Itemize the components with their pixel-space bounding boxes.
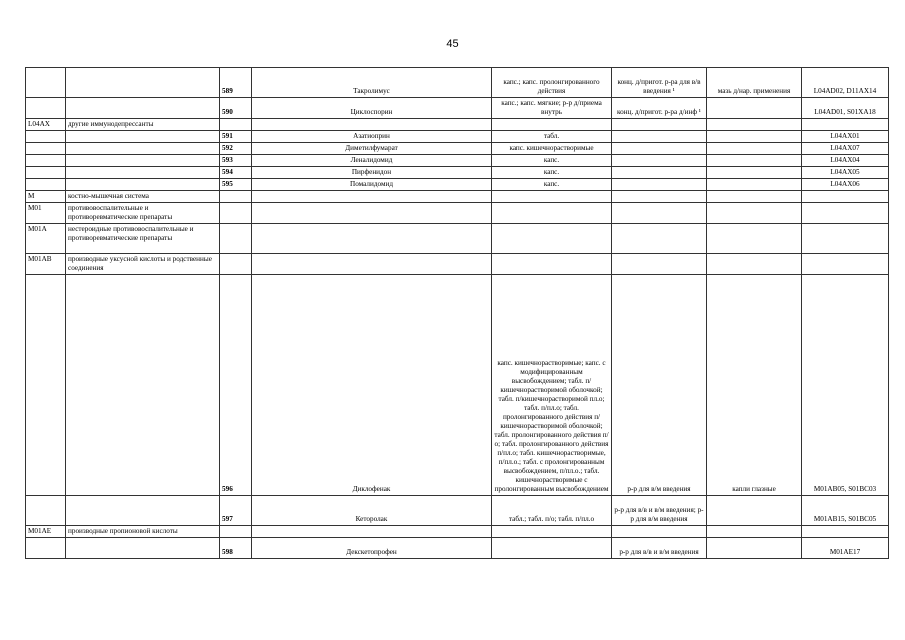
- injection-forms: [612, 179, 707, 191]
- drug-row: [26, 496, 889, 526]
- drug-row: [26, 167, 889, 179]
- atc-cell: [802, 203, 889, 224]
- drug-number: 596: [220, 275, 252, 496]
- name-cell: [252, 119, 492, 131]
- atc-code: L04AD01, S01XA18: [802, 98, 889, 119]
- group-name: [66, 143, 220, 155]
- injection-forms: [612, 167, 707, 179]
- drug-name: Диметилфумарат: [252, 143, 492, 155]
- drug-number: 594: [220, 167, 252, 179]
- group-name: [66, 179, 220, 191]
- atc-code: M01AB05, S01BC03: [802, 275, 889, 496]
- oral-forms: капс.; капс. мягкие; р-р д/приема внутрь: [492, 98, 612, 119]
- drug-row: [26, 275, 889, 496]
- name-cell: [252, 526, 492, 538]
- drug-name: Помалидомид: [252, 179, 492, 191]
- group-name: [66, 275, 220, 496]
- atc-group-code: M01A: [26, 224, 66, 254]
- category-row: [26, 191, 889, 203]
- category-row: [26, 224, 889, 254]
- number-cell: [220, 191, 252, 203]
- form-cell: [492, 224, 612, 254]
- atc-group-code: [26, 143, 66, 155]
- atc-cell: [802, 191, 889, 203]
- drug-number: 597: [220, 496, 252, 526]
- atc-cell: [802, 254, 889, 275]
- other-form-cell: [707, 224, 802, 254]
- atc-code: L04AX06: [802, 179, 889, 191]
- drug-name: Декскетопрофен: [252, 538, 492, 559]
- form-cell: [492, 119, 612, 131]
- atc-cell: [802, 224, 889, 254]
- other-forms: [707, 496, 802, 526]
- group-name: [66, 538, 220, 559]
- injection-cell: [612, 254, 707, 275]
- atc-group-code: [26, 496, 66, 526]
- atc-group-code: [26, 179, 66, 191]
- group-name: другие иммунодепрессанты: [66, 119, 220, 131]
- injection-cell: [612, 191, 707, 203]
- drug-registry-table: [25, 67, 889, 559]
- group-name: [66, 167, 220, 179]
- atc-group-code: [26, 275, 66, 496]
- atc-group-code: M: [26, 191, 66, 203]
- atc-group-code: [26, 167, 66, 179]
- injection-forms: конц. д/пригот. р-ра для в/в введения ¹: [612, 68, 707, 98]
- other-forms: [707, 167, 802, 179]
- category-row: [26, 526, 889, 538]
- atc-group-code: M01AE: [26, 526, 66, 538]
- other-forms: [707, 179, 802, 191]
- drug-row: [26, 155, 889, 167]
- oral-forms: капс.: [492, 179, 612, 191]
- group-name: [66, 496, 220, 526]
- drug-name: Диклофенак: [252, 275, 492, 496]
- group-name: нестероидные противовоспалительные и противоревматические препараты: [66, 224, 220, 254]
- atc-code: L04AX01: [802, 131, 889, 143]
- drug-number: 595: [220, 179, 252, 191]
- atc-code: L04AX05: [802, 167, 889, 179]
- oral-forms: капс.; капс. пролонгированного действия: [492, 68, 612, 98]
- table-body: [26, 68, 889, 559]
- injection-cell: [612, 224, 707, 254]
- injection-forms: р-р для в/в и в/м введения: [612, 538, 707, 559]
- name-cell: [252, 254, 492, 275]
- atc-group-code: [26, 155, 66, 167]
- name-cell: [252, 191, 492, 203]
- injection-forms: [612, 143, 707, 155]
- drug-number: 589: [220, 68, 252, 98]
- drug-name: Азатиоприн: [252, 131, 492, 143]
- form-cell: [492, 526, 612, 538]
- atc-code: L04AD02, D11AX14: [802, 68, 889, 98]
- number-cell: [220, 526, 252, 538]
- atc-code: M01AB15, S01BC05: [802, 496, 889, 526]
- other-form-cell: [707, 119, 802, 131]
- drug-row: [26, 68, 889, 98]
- atc-code: M01AE17: [802, 538, 889, 559]
- injection-forms: р-р для в/в и в/м введения; р-р для в/м введения: [612, 496, 707, 526]
- drug-number: 591: [220, 131, 252, 143]
- injection-cell: [612, 119, 707, 131]
- page-number: 45: [446, 38, 459, 50]
- other-forms: [707, 98, 802, 119]
- injection-cell: [612, 203, 707, 224]
- form-cell: [492, 191, 612, 203]
- other-forms: мазь д/нар. применения: [707, 68, 802, 98]
- atc-group-code: [26, 131, 66, 143]
- form-cell: [492, 254, 612, 275]
- form-cell: [492, 203, 612, 224]
- number-cell: [220, 203, 252, 224]
- drug-row: [26, 131, 889, 143]
- drug-name: Пирфенидон: [252, 167, 492, 179]
- number-cell: [220, 224, 252, 254]
- drug-name: Кеторолак: [252, 496, 492, 526]
- other-form-cell: [707, 526, 802, 538]
- atc-code: L04AX04: [802, 155, 889, 167]
- atc-group-code: [26, 538, 66, 559]
- drug-number: 593: [220, 155, 252, 167]
- atc-group-code: [26, 98, 66, 119]
- name-cell: [252, 203, 492, 224]
- oral-forms: табл.; табл. п/о; табл. п/пл.о: [492, 496, 612, 526]
- oral-forms: [492, 538, 612, 559]
- category-row: [26, 203, 889, 224]
- drug-name: Леналидомид: [252, 155, 492, 167]
- drug-row: [26, 179, 889, 191]
- drug-number: 598: [220, 538, 252, 559]
- number-cell: [220, 254, 252, 275]
- group-name: [66, 98, 220, 119]
- number-cell: [220, 119, 252, 131]
- injection-forms: [612, 155, 707, 167]
- group-name: производные пропионовой кислоты: [66, 526, 220, 538]
- other-forms: [707, 538, 802, 559]
- oral-forms: капс.: [492, 155, 612, 167]
- group-name: [66, 155, 220, 167]
- other-forms: [707, 143, 802, 155]
- injection-cell: [612, 526, 707, 538]
- other-forms: [707, 155, 802, 167]
- atc-code: L04AX07: [802, 143, 889, 155]
- drug-name: Циклоспорин: [252, 98, 492, 119]
- oral-forms: капс.: [492, 167, 612, 179]
- group-name: производные уксусной кислоты и родственные соединения: [66, 254, 220, 275]
- oral-forms: табл.: [492, 131, 612, 143]
- category-row: [26, 119, 889, 131]
- other-form-cell: [707, 191, 802, 203]
- drug-row: [26, 143, 889, 155]
- other-form-cell: [707, 254, 802, 275]
- group-name: [66, 68, 220, 98]
- drug-number: 592: [220, 143, 252, 155]
- category-row: [26, 254, 889, 275]
- atc-group-code: [26, 68, 66, 98]
- injection-forms: конц. д/пригот. р-ра д/инф ¹: [612, 98, 707, 119]
- other-form-cell: [707, 203, 802, 224]
- drug-number: 590: [220, 98, 252, 119]
- group-name: противовоспалительные и противоревматические препараты: [66, 203, 220, 224]
- atc-group-code: M01: [26, 203, 66, 224]
- atc-group-code: L04AX: [26, 119, 66, 131]
- drug-row: [26, 98, 889, 119]
- atc-group-code: M01AB: [26, 254, 66, 275]
- atc-cell: [802, 526, 889, 538]
- oral-forms: капс. кишечнорастворимые: [492, 143, 612, 155]
- other-forms: [707, 131, 802, 143]
- group-name: костно-мышечная система: [66, 191, 220, 203]
- oral-forms: капс. кишечнорастворимые; капс. с модифицированным высвобождением; табл. п/кишечнорастворимой оболочкой; табл. п/кишечнорастворимой пл.о; табл. п/пл.о; табл. пролонгированного действия п/кишечнорастворимой оболочкой; табл. пролонгированного действия п/о; табл. пролонгированного действия п/пл.о; табл. кишечнорастворимые, п/пл.о.; табл. с пролонгированным высвобождением, п/пл.о.; табл. кишечнорастворимые с пролонгированным высвобождением: [492, 275, 612, 496]
- atc-cell: [802, 119, 889, 131]
- drug-row: [26, 538, 889, 559]
- drug-name: Такролимус: [252, 68, 492, 98]
- group-name: [66, 131, 220, 143]
- injection-forms: р-р для в/м введения: [612, 275, 707, 496]
- injection-forms: [612, 131, 707, 143]
- other-forms: капли глазные: [707, 275, 802, 496]
- name-cell: [252, 224, 492, 254]
